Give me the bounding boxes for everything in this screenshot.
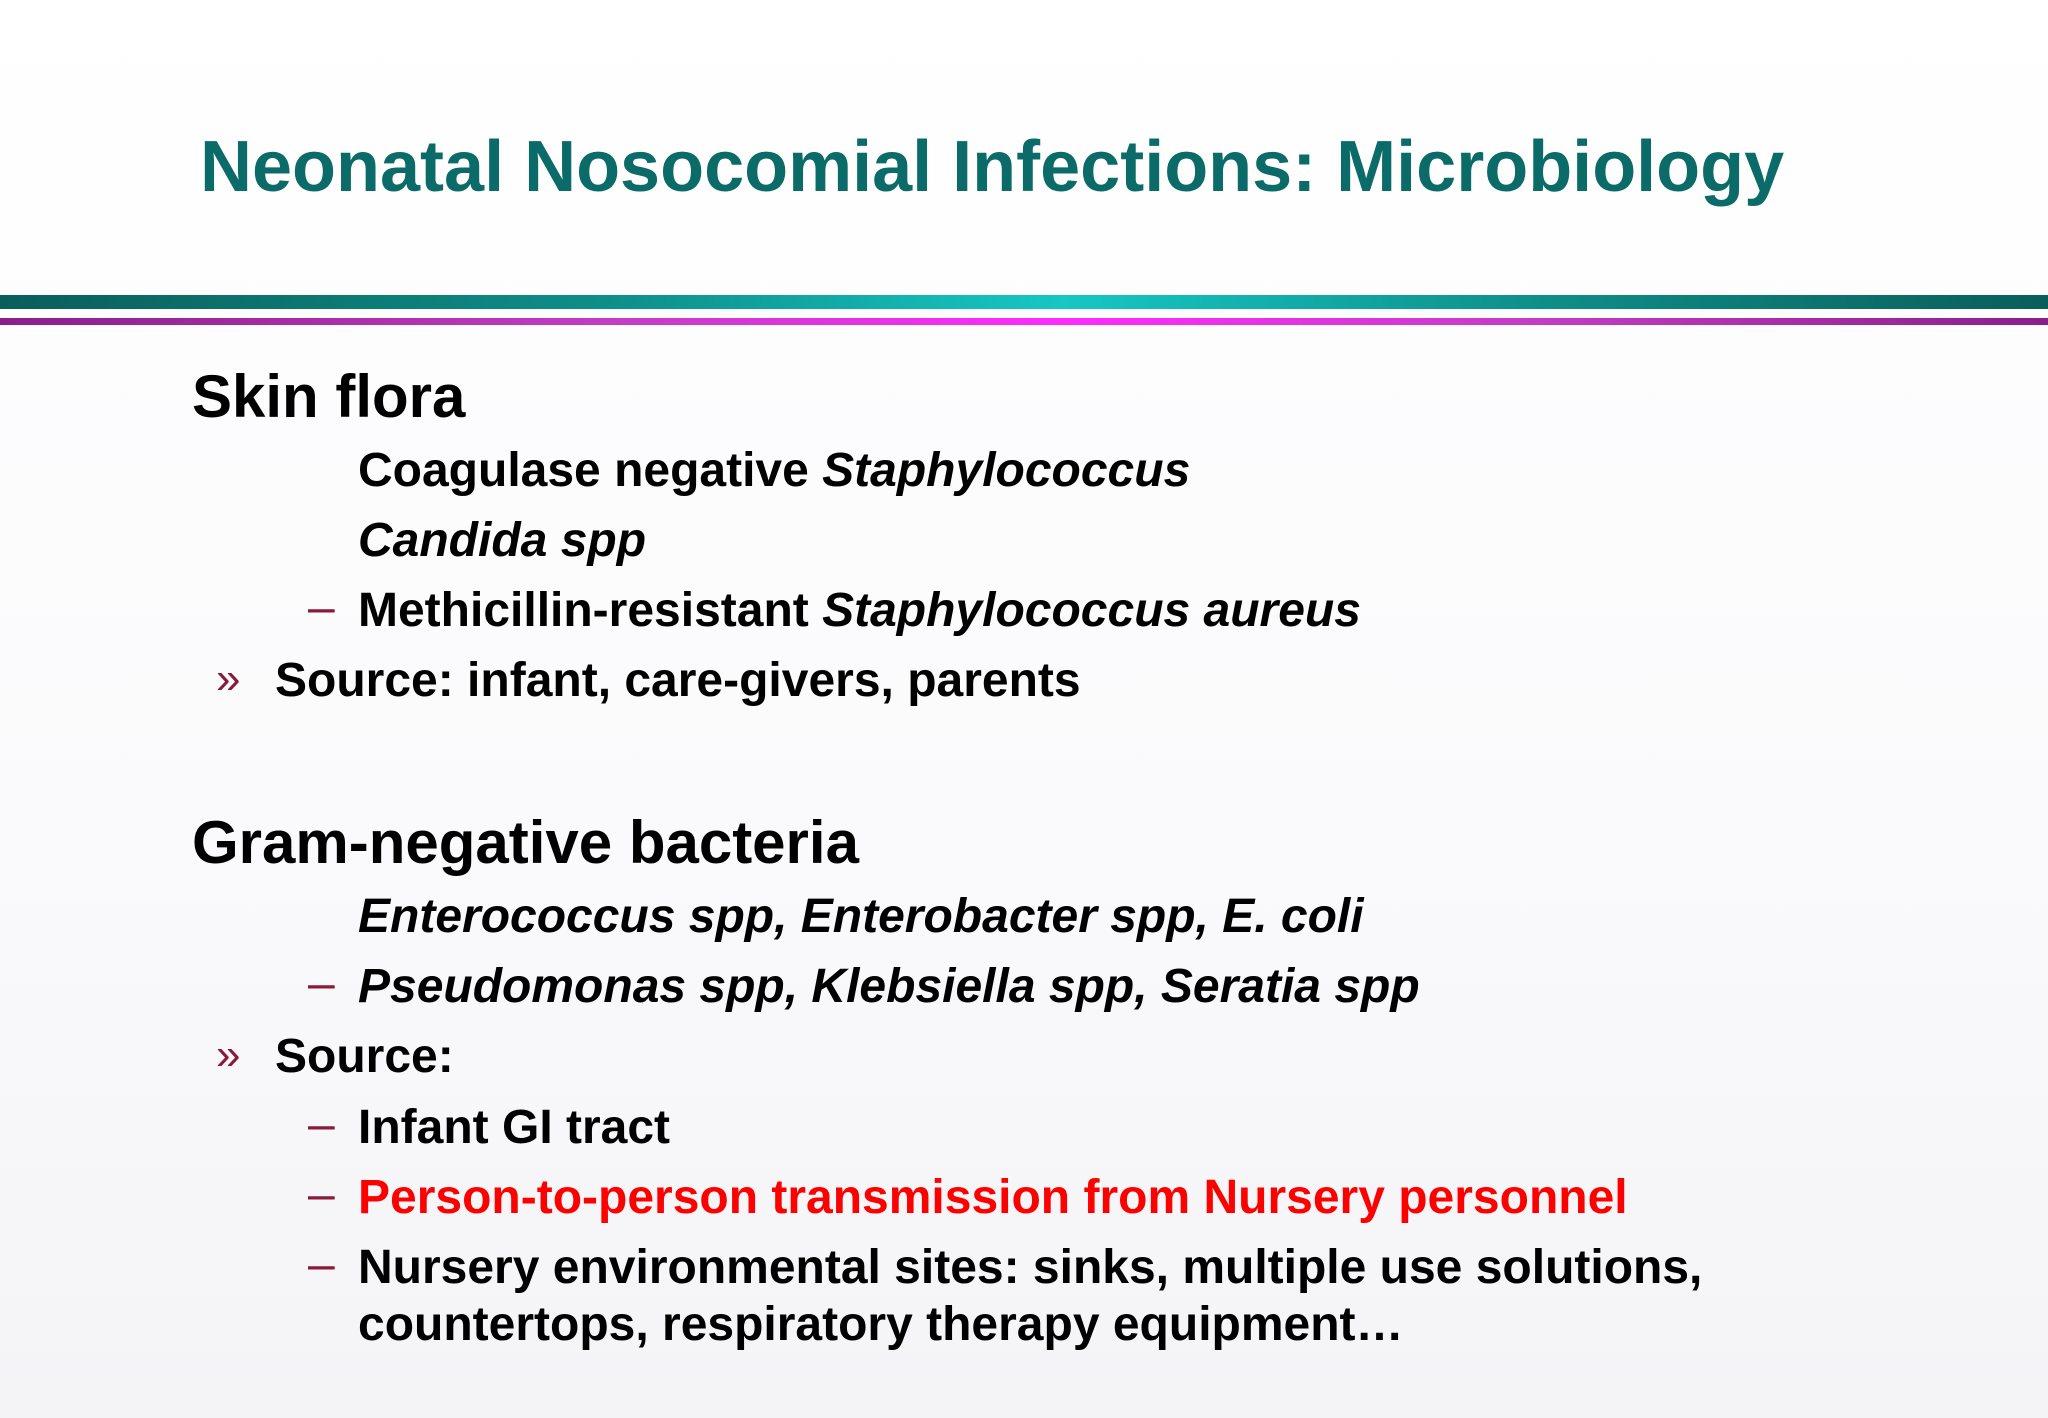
slide-title: Neonatal Nosocomial Infections: Microbiology [200, 127, 1785, 207]
skin-item-mrsa [358, 583, 1361, 638]
skin-item-mrsa-text: Methicillin-resistant [358, 584, 823, 637]
skin-flora-heading: Skin flora [192, 363, 466, 430]
title-rule-teal [0, 295, 2048, 309]
gram-source-environment-line2: countertops, respiratory therapy equipment… [358, 1298, 1404, 1351]
gram-source: Source: [275, 1030, 454, 1083]
dash-bullet: – [308, 1168, 335, 1221]
gram-item-enterococcus: Enterococcus spp, Enterobacter spp, E. coli [358, 890, 1364, 943]
dash-bullet: – [308, 581, 335, 634]
gram-source-gi-tract: Infant GI tract [358, 1101, 671, 1154]
gram-source-person-to-person: Person-to-person transmission from Nursery personnel [358, 1171, 1628, 1224]
skin-item-coagulase-organism: Staphylococcus [822, 444, 1191, 497]
skin-item-mrsa-organism: Staphylococcus aureus [822, 584, 1361, 637]
skin-item-coagulase-text: Coagulase negative [358, 444, 823, 497]
gram-item-pseudomonas: Pseudomonas spp, Klebsiella spp, Seratia spp [358, 960, 1420, 1013]
gram-negative-heading: Gram-negative bacteria [192, 809, 859, 876]
skin-item-candida: Candida spp [358, 514, 647, 567]
skin-item-coagulase [358, 443, 1190, 498]
dash-bullet: – [308, 1098, 335, 1151]
gram-source-environment-line1: Nursery environmental sites: sinks, multiple use solutions, [358, 1241, 1703, 1294]
title-rule-magenta [0, 318, 2048, 325]
dash-bullet: – [308, 1238, 335, 1291]
raquo-bullet: » [216, 654, 241, 703]
raquo-bullet: » [216, 1030, 241, 1079]
skin-source: Source: infant, care-givers, parents [275, 654, 1081, 707]
dash-bullet: – [308, 957, 335, 1010]
